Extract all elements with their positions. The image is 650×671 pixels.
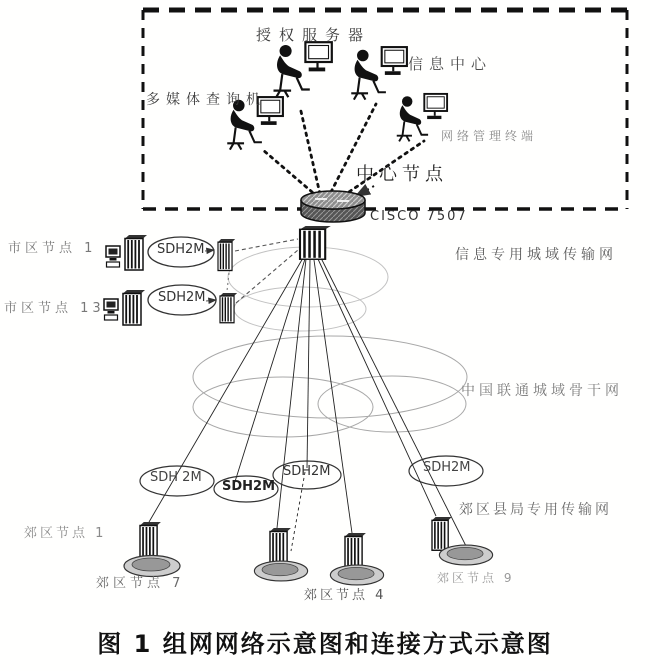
backbone-network-cloud xyxy=(193,336,467,437)
label-suburb-node-7: 郊区节点 7 xyxy=(96,576,185,591)
workstation-icon xyxy=(274,42,332,97)
label-suburb-node-9: 郊区节点 9 xyxy=(437,571,515,585)
switch-icon xyxy=(123,290,145,325)
label-sdh-suburb-3: SDH2M xyxy=(283,464,331,479)
label-sdh-city-13: SDH2M xyxy=(158,290,206,305)
label-multimedia-terminal: 多媒体查询机 xyxy=(146,92,266,108)
pc-icon xyxy=(106,246,120,267)
label-suburb-node-1: 郊区节点 1 xyxy=(24,526,107,541)
label-sdh-suburb-1: SDH 2M xyxy=(150,470,202,485)
label-sdh-suburb-2: SDH2M xyxy=(222,479,276,494)
label-city-node-1: 市区节点 1 xyxy=(8,241,97,256)
label-sdh-city-1: SDH2M xyxy=(157,242,205,257)
hub-dish-icon xyxy=(124,556,180,577)
switch-icon xyxy=(270,528,291,563)
label-auth-server: 授权服务器 xyxy=(256,26,372,44)
label-network-metro: 信息专用城域传输网 xyxy=(455,247,617,263)
label-router-model: CISCO 7507 xyxy=(370,209,468,224)
core-switch-icon xyxy=(300,226,331,259)
label-network-backbone: 中国联通城域骨干网 xyxy=(461,383,623,399)
workstation-icon xyxy=(351,47,407,100)
switch-icon xyxy=(125,235,147,270)
label-sdh-suburb-4: SDH2M xyxy=(423,460,471,475)
label-center-node: 中心节点 xyxy=(356,164,448,185)
hub-dish-icon xyxy=(254,561,307,581)
router-icon xyxy=(301,191,365,222)
label-city-node-13: 市区节点 13 xyxy=(4,301,105,316)
pc-icon xyxy=(104,299,118,320)
workstation-icon xyxy=(397,94,447,142)
hub-dish-icon xyxy=(439,545,492,565)
switch-icon xyxy=(140,522,161,557)
label-mgmt-terminal: 网络管理终端 xyxy=(441,129,538,143)
hub-dish-icon xyxy=(330,565,383,585)
switch-icon xyxy=(218,239,235,271)
figure-caption: 图 1 组网网络示意图和连接方式示意图 xyxy=(97,630,553,658)
label-info-center: 信息中心 xyxy=(408,55,493,73)
switch-icon xyxy=(220,293,237,323)
label-network-suburb: 郊区县局专用传输网 xyxy=(459,502,612,518)
switch-icon xyxy=(345,533,366,568)
label-suburb-node-4: 郊区节点 4 xyxy=(304,588,387,603)
switch-icon xyxy=(432,517,452,550)
